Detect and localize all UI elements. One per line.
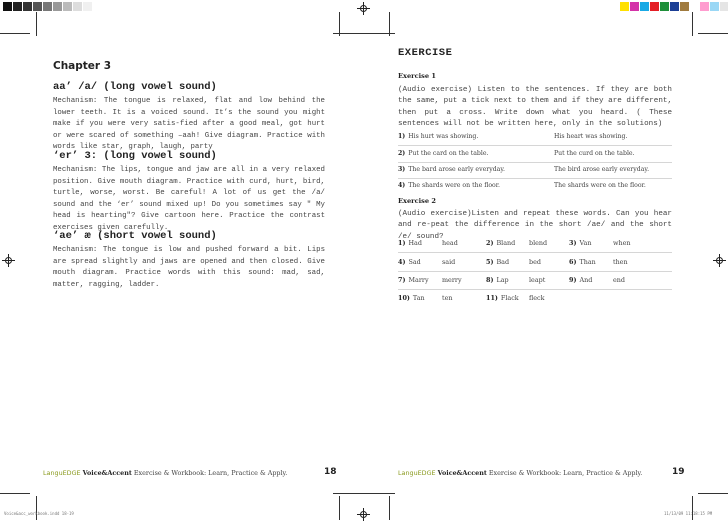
word-pair-number — [486, 239, 515, 247]
word-1: Bad — [496, 258, 510, 266]
crop-mark — [0, 493, 30, 494]
word-2: then — [613, 258, 628, 266]
row-number: 1) — [398, 133, 406, 140]
color-swatch-2 — [630, 2, 640, 11]
sentence-b: His heart was showing. — [554, 133, 628, 140]
sentence-a: The shards were on the floor. — [408, 182, 501, 189]
color-swatch-8 — [690, 2, 700, 11]
row-divider — [398, 145, 672, 146]
crop-mark — [0, 33, 30, 34]
row-number: 2) — [398, 150, 406, 157]
word-2: merry — [442, 276, 462, 284]
word-2: ten — [442, 294, 453, 302]
color-calibration-bar — [620, 2, 728, 11]
page-number: 18 — [324, 467, 337, 477]
item-number: 2) — [486, 239, 494, 247]
grey-swatch-1 — [3, 2, 13, 11]
word-2: blend — [529, 239, 548, 247]
grey-swatch-4 — [33, 2, 43, 11]
item-number: 9) — [569, 276, 577, 284]
grey-swatch-3 — [23, 2, 33, 11]
row-divider — [398, 252, 672, 253]
grey-swatch-5 — [43, 2, 53, 11]
crop-mark — [692, 496, 693, 520]
word-2: said — [442, 258, 456, 266]
footer-brand-name: LanguEDGE — [43, 469, 81, 477]
section-heading: ‘er’ 3: (long vowel sound) — [53, 150, 217, 162]
word-1: Bland — [496, 239, 516, 247]
section-heading: aa’ /a/ (long vowel sound) — [53, 81, 217, 93]
word-pair-number — [569, 258, 596, 266]
word-pair-number — [486, 294, 519, 302]
word-pair-number — [486, 258, 509, 266]
sentence-row — [398, 150, 489, 157]
footer-brand-name: LanguEDGE — [398, 469, 436, 477]
sentence-a: Put the card on the table. — [408, 150, 489, 157]
word-pair-number — [569, 276, 592, 284]
sentence-a: His hurt was showing. — [408, 133, 479, 140]
word-2: end — [613, 276, 625, 284]
sentence-row — [398, 166, 505, 173]
color-swatch-9 — [700, 2, 710, 11]
crop-mark — [36, 12, 37, 36]
crop-mark — [339, 496, 340, 520]
section-body: Mechanism: The lips, tongue and jaw are all in a very relaxed position. Give mouth diagram. Practice with curd, hurt, bird, turtle, worse, worst. Be careful! A lot of us get the /a/ sound and the ‘er’ sound mixed up! Do you sometimes say " My head is hearting"? Give cartoon here. Practice the contrast exercises given carefully. — [53, 166, 325, 232]
crop-mark — [389, 12, 390, 36]
crop-mark — [36, 496, 37, 520]
word-1: Had — [408, 239, 422, 247]
crop-mark — [692, 12, 693, 36]
word-2: bed — [529, 258, 541, 266]
item-number: 1) — [398, 239, 406, 247]
word-1: Sad — [408, 258, 421, 266]
crop-mark — [333, 33, 395, 34]
footer-product-name: Voice&Accent — [437, 469, 487, 477]
exercise-label: Exercise 1 — [398, 72, 436, 80]
word-2: fleck — [529, 294, 545, 302]
grey-calibration-bar — [3, 2, 93, 11]
word-1: And — [579, 276, 593, 284]
word-pair-number — [398, 294, 425, 302]
crop-mark — [333, 493, 395, 494]
page-footer — [398, 469, 642, 477]
footer-tagline: Exercise & Workbook: Learn, Practice & Apply. — [131, 469, 288, 477]
item-number: 7) — [398, 276, 406, 284]
word-1: Than — [579, 258, 596, 266]
word-pair-number — [486, 276, 509, 284]
item-number: 8) — [486, 276, 494, 284]
footer-product-name: Voice&Accent — [82, 469, 132, 477]
sentence-b: The bird arose early everyday. — [554, 166, 650, 173]
row-number: 3) — [398, 166, 406, 173]
grey-swatch-9 — [83, 2, 93, 11]
page-footer — [43, 469, 287, 477]
registration-mark-icon — [357, 508, 370, 521]
exercise-instructions: (Audio exercise)Listen and repeat these words. Can you hear and re-peat the difference in the short /ae/ and the short /e/ sound? — [398, 210, 672, 241]
color-swatch-1 — [620, 2, 630, 11]
item-number: 6) — [569, 258, 577, 266]
sentence-row — [398, 133, 478, 140]
sentence-row — [398, 182, 500, 189]
crop-mark — [698, 33, 728, 34]
word-1: Marry — [408, 276, 429, 284]
word-pair-number — [569, 239, 591, 247]
item-number: 5) — [486, 258, 494, 266]
exercise-label: Exercise 2 — [398, 197, 436, 205]
row-divider — [398, 271, 672, 272]
sentence-b: Put the curd on the table. — [554, 150, 635, 157]
word-pair-number — [398, 239, 422, 247]
crop-mark — [389, 496, 390, 520]
registration-mark-icon — [357, 2, 370, 15]
word-2: head — [442, 239, 458, 247]
color-swatch-3 — [640, 2, 650, 11]
row-divider — [398, 178, 672, 179]
word-pair-number — [398, 276, 429, 284]
registration-mark-icon — [713, 254, 726, 267]
grey-swatch-8 — [73, 2, 83, 11]
grey-swatch-2 — [13, 2, 23, 11]
page-number: 19 — [672, 467, 685, 477]
exercise-title: EXERCISE — [398, 47, 453, 59]
row-number: 4) — [398, 182, 406, 189]
word-1: Lap — [496, 276, 509, 284]
sentence-a: The bard arose early everyday. — [408, 166, 505, 173]
file-timestamp: 11/13/09 11:18:15 PM — [664, 511, 713, 516]
grey-swatch-7 — [63, 2, 73, 11]
word-pair-number — [398, 258, 421, 266]
color-swatch-10 — [710, 2, 720, 11]
item-number: 4) — [398, 258, 406, 266]
row-divider — [398, 289, 672, 290]
word-1: Tan — [412, 294, 425, 302]
word-1: Flack — [500, 294, 519, 302]
sentence-b: The shards were on the floor. — [554, 182, 646, 189]
word-1: Van — [579, 239, 592, 247]
color-swatch-5 — [660, 2, 670, 11]
word-2: leapt — [529, 276, 546, 284]
crop-mark — [339, 12, 340, 36]
color-swatch-11 — [720, 2, 728, 11]
exercise-instructions: (Audio exercise) Listen to the sentences. If they are both the same, put a tick next to them and if they are different, then put a cross. Write down what you heard. ( These sentences will not be written here, only in the solutions) — [398, 86, 672, 129]
row-divider — [398, 162, 672, 163]
item-number: 3) — [569, 239, 577, 247]
chapter-title: Chapter 3 — [53, 60, 112, 72]
item-number: 10) — [398, 294, 410, 302]
grey-swatch-6 — [53, 2, 63, 11]
section-heading: ‘ae’ æ (short vowel sound) — [53, 230, 217, 242]
item-number: 11) — [486, 294, 498, 302]
color-swatch-4 — [650, 2, 660, 11]
crop-mark — [698, 493, 728, 494]
registration-mark-icon — [2, 254, 15, 267]
footer-tagline: Exercise & Workbook: Learn, Practice & Apply. — [486, 469, 643, 477]
color-swatch-7 — [680, 2, 690, 11]
word-2: when — [613, 239, 631, 247]
section-body: Mechanism: The tongue is relaxed, flat and low behind the lower teeth. It is a voiced sound. It’s the sound you might make if you were very satis-fied after a good meal, got hurt or were scared of something –aah! Give diagram. Practice with words like star, graph, laugh, party — [53, 97, 325, 151]
section-body: Mechanism: The tongue is low and pushed forward a bit. Lips are spread slightly and jaws are opened and then closed. Give mouth diagram. Practice words with this sound: mad, sad, matter, ragging, ladder. — [53, 246, 325, 289]
file-slug: Voice&acc_workbook.indd 18-19 — [4, 511, 74, 516]
color-swatch-6 — [670, 2, 680, 11]
